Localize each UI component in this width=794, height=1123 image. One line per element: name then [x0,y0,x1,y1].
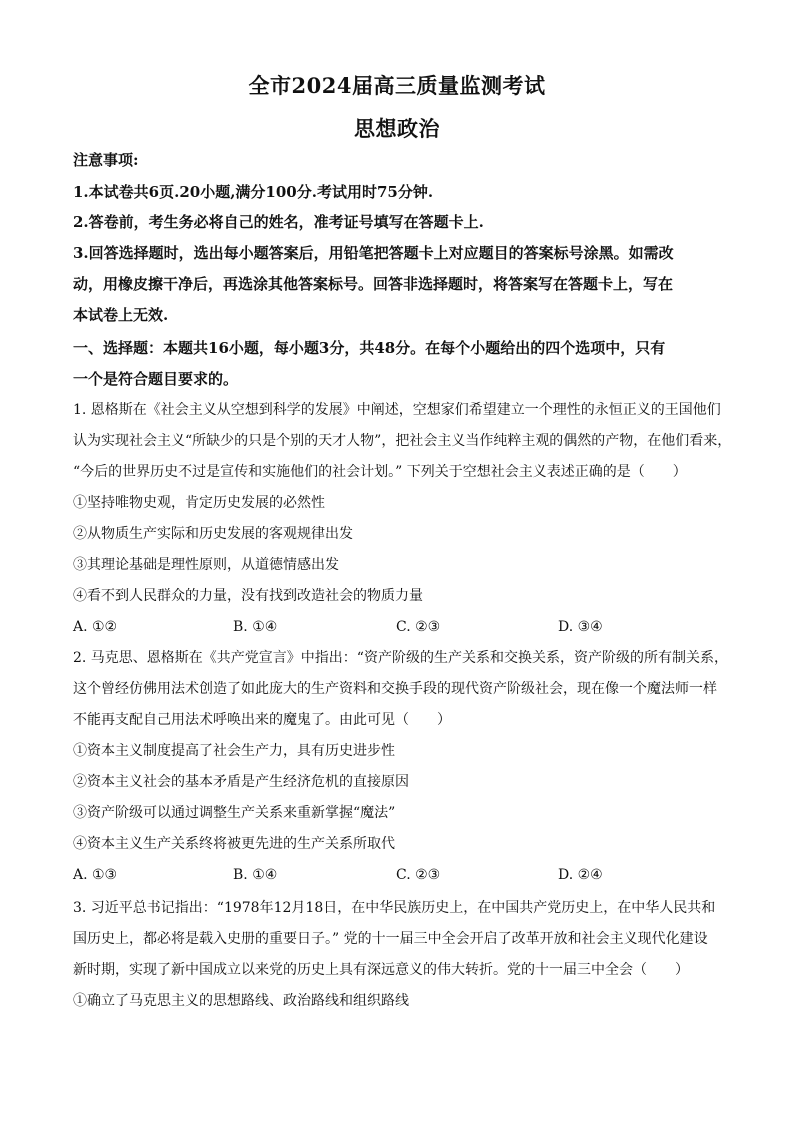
question-2-statement: ④资本主义生产关系终将被更先进的生产关系所取代 [73,836,395,852]
question-3-stem: 国历史上，都必将是载入史册的重要日子。” 党的十一届三中全会开启了改革开放和社会主义现代化建设 [73,931,708,947]
option-d: D. ③④ [558,619,603,635]
question-1-stem: 1. 恩格斯在《社会主义从空想到科学的发展》中阐述，空想家们希望建立一个理性的永恒正义的王国他们 [73,402,721,418]
question-1-options [73,617,733,637]
question-2-stem: 这个曾经仿佛用法术创造了如此庞大的生产资料和交换手段的现代资产阶级社会，现在像一个魔法师一样 [73,681,717,697]
question-3-statement: ①确立了马克思主义的思想路线、政治路线和组织路线 [73,993,409,1009]
exam-title: 全市2024届高三质量监测考试 [248,73,546,98]
section-heading-cont: 一个是符合题目要求的。 [73,370,239,388]
question-1-statement: ②从物质生产实际和历史发展的客观规律出发 [73,526,353,542]
question-3-stem: 新时期，实现了新中国成立以来党的历史上具有深远意义的伟大转折。党的十一届三中全会（ ） [73,962,689,978]
option-c: C. ②③ [396,619,441,635]
notice-item: 1.本试卷共6页.20小题,满分100分.考试用时75分钟. [73,183,434,201]
question-1-stem: 认为实现社会主义“所缺少的只是个别的天才人物”，把社会主义当作纯粹主观的偶然的产物，在他们看来， [73,433,732,449]
question-2-statement: ③资产阶级可以通过调整生产关系来重新掌握“魔法” [73,805,396,821]
notice-item: 3.回答选择题时，选出每小题答案后，用铅笔把答题卡上对应题目的答案标号涂黑。如需改 [73,244,674,262]
subject-title: 思想政治 [354,116,440,141]
notice-heading: 注意事项: [73,151,139,169]
question-1-statement: ①坚持唯物史观，肯定历史发展的必然性 [73,495,325,511]
option-a: A. ①② [73,619,118,635]
option-c: C. ②③ [396,867,441,883]
notice-item: 动，用橡皮擦干净后，再选涂其他答案标号。回答非选择题时，将答案写在答题卡上，写在 [73,275,674,293]
question-2-statement: ①资本主义制度提高了社会生产力，具有历史进步性 [73,743,395,759]
question-1-statement: ④看不到人民群众的力量，没有找到改造社会的物质力量 [73,588,423,604]
option-b: B. ①④ [233,867,278,883]
question-1-stem: “今后的世界历史不过是宣传和实施他们的社会计划。” 下列关于空想社会主义表述正确的是（ ） [73,464,687,480]
question-2-options [73,865,733,885]
option-d: D. ②④ [558,867,603,883]
question-2-stem: 2. 马克思、恩格斯在《共产党宣言》中指出：“资产阶级的生产关系和交换关系，资产阶级的所有制关系， [73,650,728,666]
section-heading: 一、选择题：本题共16小题，每小题3分，共48分。在每个小题给出的四个选项中，只有 [73,339,666,357]
question-2-statement: ②资本主义社会的基本矛盾是产生经济危机的直接原因 [73,774,409,790]
notice-item: 本试卷上无效. [73,306,169,324]
question-1-statement: ③其理论基础是理性原则，从道德情感出发 [73,557,339,573]
notice-item: 2.答卷前，考生务必将自己的姓名，准考证号填写在答题卡上. [73,213,484,231]
question-2-stem: 不能再支配自己用法术呼唤出来的魔鬼了。由此可见（ ） [73,712,451,728]
option-a: A. ①③ [73,867,118,883]
question-3-stem: 3. 习近平总书记指出：“1978年12月18日，在中华民族历史上，在中国共产党历史上，在中华人民共和 [73,900,716,916]
option-b: B. ①④ [233,619,278,635]
